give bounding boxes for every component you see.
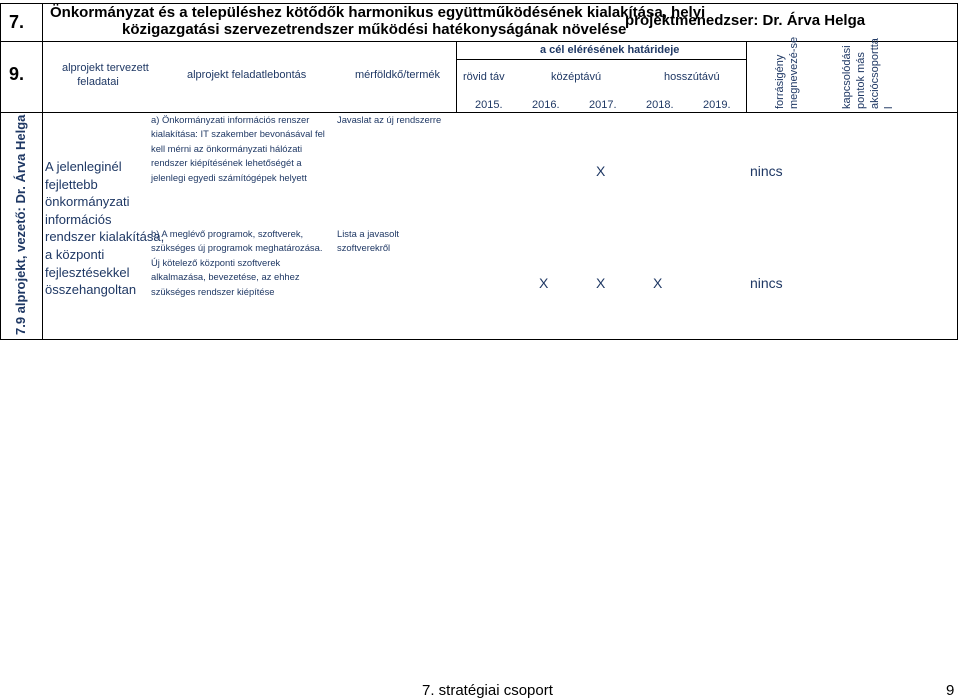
- task-row-b: [151, 227, 322, 299]
- planned-tasks-header-line: alprojekt tervezett: [62, 62, 149, 74]
- connection-header-line: kapcsolódási: [841, 45, 853, 109]
- task-row-a: [151, 113, 325, 185]
- timeline-mark: X: [596, 163, 606, 179]
- footer-group: 7. stratégiai csoport: [422, 682, 553, 699]
- milestone-row-b: [337, 227, 399, 256]
- subproject-task-line: önkormányzati: [45, 194, 130, 210]
- milestone-line: Lista a javasolt: [337, 228, 400, 239]
- page-number: 9: [946, 682, 955, 699]
- subproject-task: [45, 158, 164, 299]
- resource-need-header-line: megnevezé-se: [788, 36, 800, 109]
- planned-tasks-header: [62, 61, 149, 89]
- task-line: a) Önkormányzati információs renszer: [151, 114, 310, 125]
- task-line: kell mérni az önkormányzati hálózati: [151, 142, 303, 154]
- task-line: Új kötelező központi szoftverek: [151, 256, 281, 268]
- resource-value: nincs: [750, 163, 783, 179]
- subproject-task-line: fejlettebb: [45, 176, 98, 192]
- planned-tasks-header-line: feladatai: [77, 76, 119, 88]
- connection-header-line: akciócsoportta: [869, 38, 881, 109]
- project-manager: projektmenedzser: Dr. Árva Helga: [625, 12, 866, 29]
- section-title-line2: közigazgatási szervezetrendszer működési hatékonyságának növelése: [122, 21, 627, 38]
- timeline-mark: X: [596, 275, 606, 291]
- connection-header-line: pontok más: [855, 52, 867, 109]
- year-label: 2019.: [703, 99, 731, 111]
- subproject-task-line: összehangoltan: [45, 282, 137, 298]
- section-title-line1: Önkormányzat és a településhez kötődők harmonikus együttműködésének kialakítása, helyi: [50, 4, 706, 21]
- year-label: 2016.: [532, 99, 560, 111]
- subproject-task-line: A jelenleginél: [45, 159, 122, 174]
- subproject-task-line: a központi: [45, 246, 105, 262]
- long-term-header: hosszútávú: [664, 71, 720, 83]
- task-line: alkalmazása, bevezetése, az ehhez: [151, 271, 300, 283]
- subproject-task-line: fejlesztésekkel: [45, 264, 130, 280]
- deadline-header: a cél elérésének határideje: [540, 44, 680, 56]
- timeline-mark: X: [539, 275, 549, 291]
- section-number: 7.: [9, 12, 25, 32]
- resource-need-header-line: forrásigény: [774, 54, 786, 109]
- subsection-number: 9.: [9, 64, 25, 84]
- mid-term-header: középtávú: [551, 71, 602, 83]
- connection-header-line: l: [883, 106, 895, 109]
- subproject-task-line: rendszer kialakítása,: [45, 229, 165, 245]
- short-term-header: rövid táv: [463, 71, 505, 83]
- subproject-task-line: információs: [45, 211, 112, 227]
- connection-header: [840, 38, 896, 109]
- task-line: kialakítása: IT szakember bevonásával fel: [151, 128, 325, 140]
- year-label: 2018.: [646, 99, 674, 111]
- task-breakdown-header: alprojekt feladatlebontás: [187, 69, 307, 81]
- subproject-vertical-label: 7.9 alprojekt, vezető: Dr. Árva Helga: [13, 114, 28, 335]
- milestone-line: szoftverekről: [337, 242, 391, 254]
- milestone-line: Javaslat az új rendszerre: [337, 114, 442, 125]
- milestone-row-a: [337, 113, 441, 127]
- task-line: szükséges új programok meghatározása.: [151, 242, 323, 254]
- task-line: jelenlegi egyedi számítógépek helyett: [151, 171, 307, 183]
- task-line: b) A meglévő programok, szoftverek,: [151, 228, 304, 239]
- year-label: 2015.: [475, 99, 503, 111]
- year-label: 2017.: [589, 99, 617, 111]
- task-line: rendszer kiépítésének lehetőségét a: [151, 157, 302, 169]
- resource-value: nincs: [750, 275, 783, 291]
- milestone-header: mérföldkő/termék: [355, 69, 440, 81]
- resource-need-header: [773, 36, 801, 109]
- timeline-mark: X: [653, 275, 663, 291]
- task-line: szükséges rendszer kiépítése: [151, 285, 275, 297]
